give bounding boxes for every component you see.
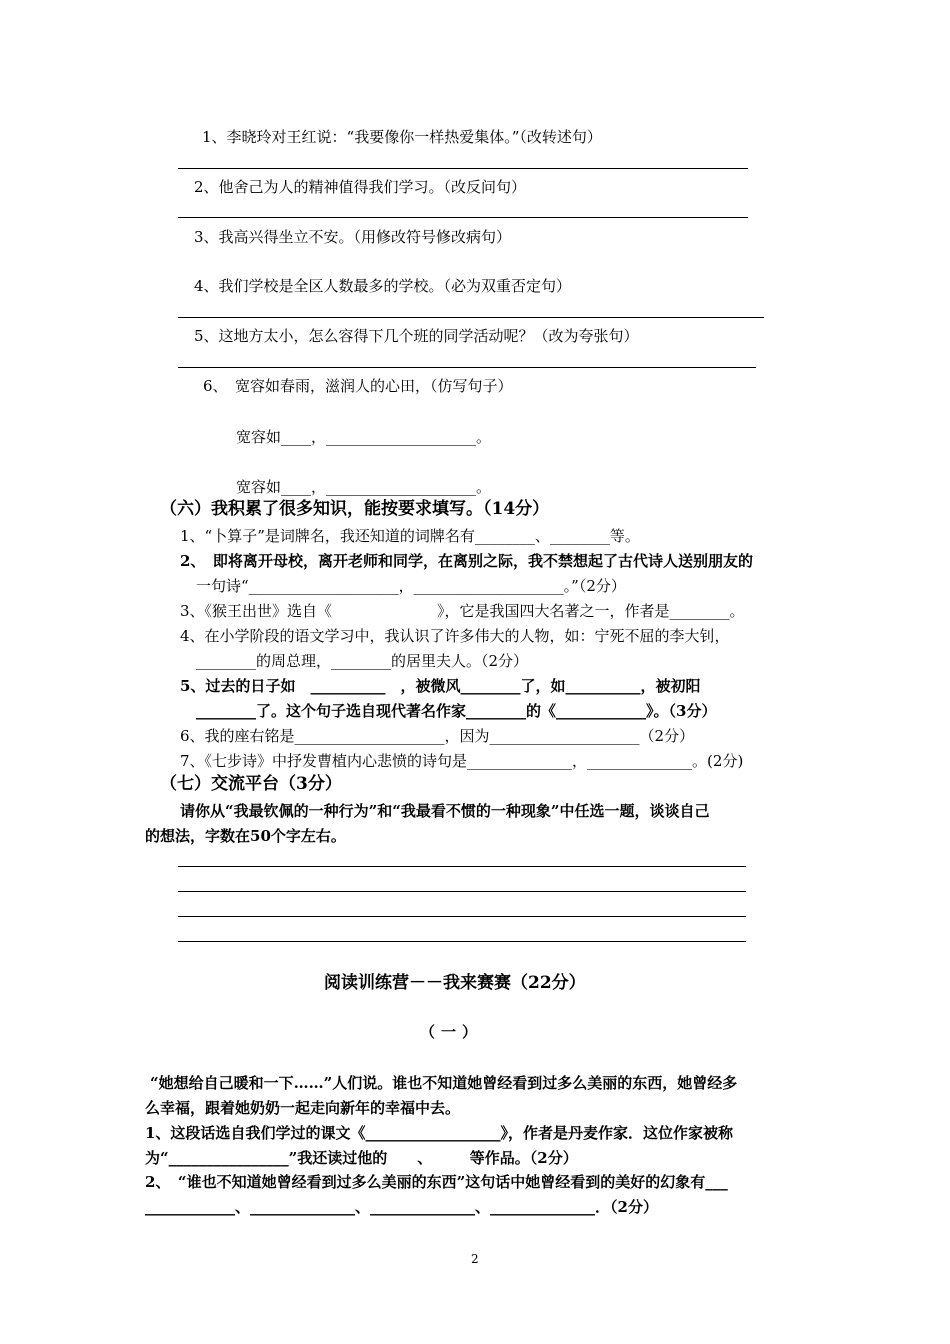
writing-line[interactable]: [178, 866, 746, 867]
writing-line[interactable]: [178, 916, 746, 917]
reading-passage-cont: 么幸福，跟着她奶奶一起走向新年的幸福中去。: [145, 1099, 461, 1117]
answer-line[interactable]: [178, 317, 764, 318]
page-number: 2: [471, 1252, 479, 1266]
s5-question-2: 2、他舍己为人的精神值得我们学习。（改反问句）: [194, 178, 527, 196]
s5-question-5: 5、这地方太小，怎么容得下几个班的同学活动呢？（改为夸张句）: [194, 327, 639, 345]
s6-question-4: 4、在小学阶段的语文学习中，我认识了许多伟大的人物，如：宁死不屈的李大钊，: [180, 627, 730, 645]
section-7-title: （七）交流平台（3分）: [160, 774, 342, 794]
s5-question-1: 1、李晓玲对王红说：“我要像你一样热爱集体。”（改转述句）: [202, 128, 602, 146]
s5-q6-fill-2[interactable]: 宽容如____，____________________。: [236, 478, 492, 496]
s6-question-3: 3、《猴王出世》选自《 》，它是我国四大名著之一，作者是________。: [180, 602, 745, 620]
reading-question-2: 2、 “谁也不知道她曾经看到过多么美丽的东西”这句话中她曾经看到的美好的幻象有___: [145, 1173, 728, 1191]
section-6-title: （六）我积累了很多知识，能按要求填写。（14分）: [160, 499, 550, 519]
s6-question-2: 2、 即将离开母校，离开老师和同学，在离别之际，我不禁想起了古代诗人送别朋友的: [180, 552, 753, 570]
s7-prompt: 请你从“我最钦佩的一种行为”和“我最看不惯的一种现象”中任选一题，谈谈自己: [180, 802, 710, 820]
reading-passage: “她想给自己暖和一下……”人们说。谁也不知道她曾经看到过多么美丽的东西，她曾经多: [150, 1074, 738, 1092]
s5-q6-fill-1[interactable]: 宽容如____，____________________。: [236, 428, 492, 446]
answer-line[interactable]: [178, 367, 756, 368]
answer-line[interactable]: [178, 168, 748, 169]
reading-part-label: （一）: [420, 1023, 484, 1041]
s6-question-5-cont: ________了。这个句子选自现代著名作家________的《____________》。（3分）: [196, 702, 717, 720]
s6-question-4-cont: ________的周总理，________的居里夫人。（2分）: [196, 652, 529, 670]
answer-line[interactable]: [178, 217, 748, 218]
s6-question-5: 5、过去的日子如 __________ ，被微风________了，如__________，被初阳: [180, 677, 701, 695]
reading-question-2-cont: ____________、______________、______________、______________．（2分）: [145, 1198, 658, 1216]
s5-question-4: 4、我们学校是全区人数最多的学校。（必为双重否定句）: [194, 277, 572, 295]
s5-question-3: 3、我高兴得坐立不安。（用修改符号修改病句）: [194, 228, 512, 246]
reading-title: 阅读训练营－－我来赛赛（22分）: [324, 973, 586, 993]
s6-question-2-cont: 一句诗“____________________，____________________。”（2分）: [196, 577, 626, 595]
reading-question-1: 1、这段话选自我们学过的课文《__________________》，作者是丹麦作家．这位作家被称: [145, 1124, 733, 1142]
reading-question-1-cont: 为“________________”我还读过他的 、 等作品。（2分）: [145, 1149, 578, 1167]
writing-line[interactable]: [178, 891, 746, 892]
s6-question-6: 6、我的座右铭是____________________，因为____________________（2分）: [180, 727, 695, 745]
s6-question-1: 1、“卜算子”是词牌名，我还知道的词牌名有________、________等。: [180, 527, 640, 545]
s5-question-6: 6、 宽容如春雨，滋润人的心田，（仿写句子）: [203, 377, 513, 395]
s7-prompt-cont: 的想法，字数在50个字左右。: [145, 827, 346, 845]
writing-line[interactable]: [178, 941, 746, 942]
s6-question-7: 7、《七步诗》中抒发曹植内心悲愤的诗句是______________，______________。(2分): [180, 752, 744, 770]
